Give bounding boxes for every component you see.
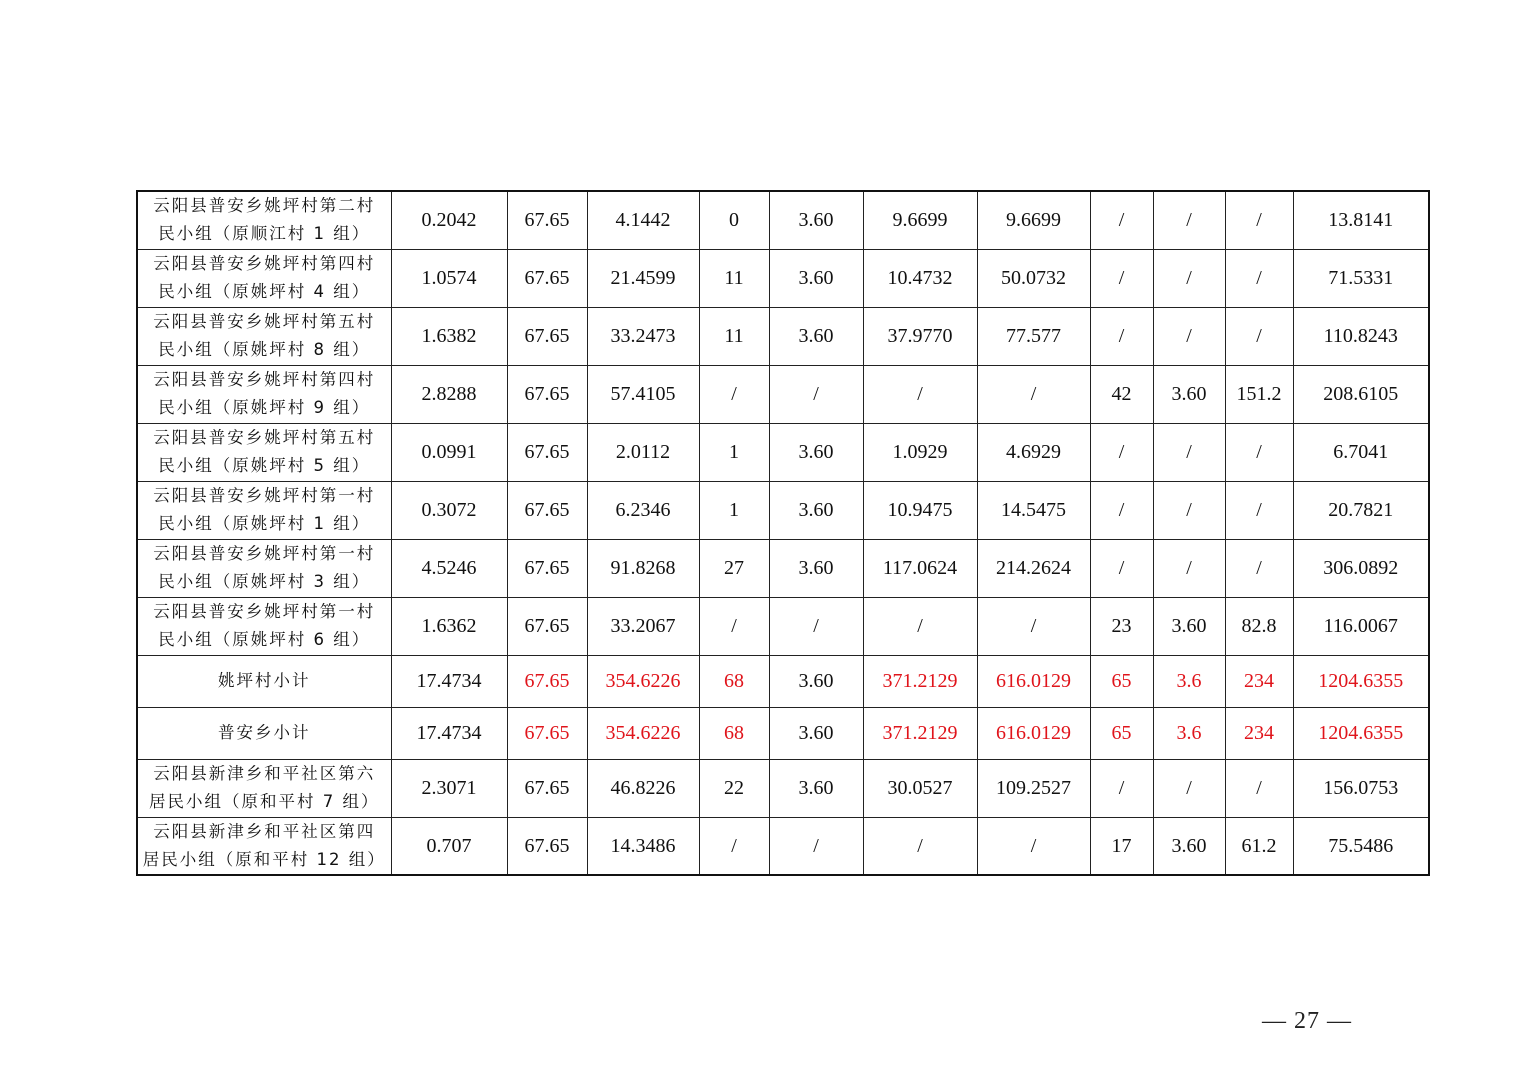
table-cell: 22 [699, 759, 769, 817]
table-body [137, 191, 1429, 875]
location-name-line: 云阳县普安乡姚坪村第一村 [153, 544, 376, 563]
table-cell: 67.65 [507, 191, 587, 249]
table-cell: 50.0732 [977, 249, 1090, 307]
table-cell: / [1090, 759, 1153, 817]
table-cell: / [1090, 249, 1153, 307]
table-cell: 14.5475 [977, 481, 1090, 539]
location-name-line: 普安乡小计 [218, 723, 311, 742]
data-table [136, 190, 1430, 876]
location-name-line: 民小组（原姚坪村 8 组） [158, 340, 371, 359]
table-cell: 4.1442 [587, 191, 699, 249]
location-name-cell [137, 707, 391, 759]
table-cell: 6.2346 [587, 481, 699, 539]
table-cell: 17.4734 [391, 655, 507, 707]
table-cell: 151.2 [1225, 365, 1293, 423]
table-cell: 82.8 [1225, 597, 1293, 655]
table-row [137, 249, 1429, 307]
table-cell: 3.60 [769, 707, 863, 759]
table-cell: 68 [699, 707, 769, 759]
location-name-cell [137, 423, 391, 481]
table-cell: / [1090, 423, 1153, 481]
table-cell: 3.60 [1153, 365, 1225, 423]
table-row [137, 191, 1429, 249]
table-cell: 75.5486 [1293, 817, 1429, 875]
location-name-cell [137, 655, 391, 707]
table-cell: / [863, 817, 977, 875]
location-name-line: 云阳县普安乡姚坪村第一村 [153, 602, 376, 621]
table-cell: / [769, 597, 863, 655]
table-cell: 1 [699, 423, 769, 481]
table-cell: 3.60 [769, 655, 863, 707]
table-cell: 3.6 [1153, 655, 1225, 707]
table-cell: 67.65 [507, 817, 587, 875]
table-cell: 214.2624 [977, 539, 1090, 597]
table-cell: 46.8226 [587, 759, 699, 817]
table-cell: 42 [1090, 365, 1153, 423]
subtotal-row [137, 655, 1429, 707]
table-cell: 9.6699 [977, 191, 1090, 249]
table-cell: 17 [1090, 817, 1153, 875]
table-cell: 3.6 [1153, 707, 1225, 759]
location-name-line: 云阳县普安乡姚坪村第五村 [153, 428, 376, 447]
table-cell: 3.60 [769, 481, 863, 539]
table-cell: 65 [1090, 707, 1153, 759]
table-cell: 10.9475 [863, 481, 977, 539]
table-cell: / [1090, 307, 1153, 365]
location-name-line: 居民小组（原和平村 7 组） [149, 792, 380, 811]
table-cell: 3.60 [769, 423, 863, 481]
table-row [137, 759, 1429, 817]
location-name-line: 云阳县普安乡姚坪村第一村 [153, 486, 376, 505]
table-row [137, 423, 1429, 481]
table-cell: 3.60 [769, 539, 863, 597]
location-name-line: 民小组（原姚坪村 4 组） [158, 282, 371, 301]
table-cell: / [769, 365, 863, 423]
table-cell: 234 [1225, 707, 1293, 759]
table-cell: 3.60 [769, 759, 863, 817]
table-cell: / [1090, 481, 1153, 539]
table-cell: / [1090, 191, 1153, 249]
table-cell: 77.577 [977, 307, 1090, 365]
table-cell: 3.60 [769, 249, 863, 307]
table-cell: / [1225, 191, 1293, 249]
table-row [137, 597, 1429, 655]
table-cell: / [977, 365, 1090, 423]
table-cell: 1204.6355 [1293, 707, 1429, 759]
table-cell: 30.0527 [863, 759, 977, 817]
location-name-line: 居民小组（原和平村 12 组） [142, 849, 386, 869]
table-cell: 37.9770 [863, 307, 977, 365]
table-cell: 33.2473 [587, 307, 699, 365]
location-name-line: 云阳县普安乡姚坪村第四村 [153, 254, 376, 273]
table-cell: 1204.6355 [1293, 655, 1429, 707]
table-row [137, 817, 1429, 875]
table-cell: / [1225, 307, 1293, 365]
table-cell: 61.2 [1225, 817, 1293, 875]
table-cell: 1.0929 [863, 423, 977, 481]
location-name-line: 云阳县新津乡和平社区第四 [153, 821, 376, 841]
table-cell: / [863, 365, 977, 423]
table-cell: / [1153, 249, 1225, 307]
table-cell: / [1225, 539, 1293, 597]
table-cell: 117.0624 [863, 539, 977, 597]
table-cell: / [1153, 759, 1225, 817]
location-name-line: 民小组（原姚坪村 3 组） [158, 572, 371, 591]
location-name-line: 民小组（原姚坪村 9 组） [158, 398, 371, 417]
table-cell: 9.6699 [863, 191, 977, 249]
table-cell: 67.65 [507, 597, 587, 655]
location-name-cell [137, 481, 391, 539]
location-name-line: 民小组（原顺江村 1 组） [158, 224, 371, 244]
table-cell: 67.65 [507, 759, 587, 817]
table-cell: 0.3072 [391, 481, 507, 539]
table-cell: / [1225, 759, 1293, 817]
table-row [137, 365, 1429, 423]
table-cell: 2.3071 [391, 759, 507, 817]
location-name-line: 民小组（原姚坪村 1 组） [158, 514, 371, 533]
table-cell: 67.65 [507, 423, 587, 481]
location-name-line: 云阳县新津乡和平社区第六 [153, 764, 376, 783]
table-cell: 67.65 [507, 307, 587, 365]
table-cell: 1.0574 [391, 249, 507, 307]
table-cell: / [1153, 481, 1225, 539]
table-cell: / [1153, 423, 1225, 481]
table-row [137, 481, 1429, 539]
table-cell: 10.4732 [863, 249, 977, 307]
table-cell: 4.6929 [977, 423, 1090, 481]
table-cell: / [699, 817, 769, 875]
location-name-cell [137, 817, 391, 875]
table-cell: 109.2527 [977, 759, 1090, 817]
table-cell: 306.0892 [1293, 539, 1429, 597]
table-cell: / [769, 817, 863, 875]
table-cell: 68 [699, 655, 769, 707]
table-cell: / [1153, 191, 1225, 249]
table-cell: 0.2042 [391, 191, 507, 249]
table-cell: / [1153, 539, 1225, 597]
table-cell: 616.0129 [977, 707, 1090, 759]
table-cell: 156.0753 [1293, 759, 1429, 817]
table-cell: 2.0112 [587, 423, 699, 481]
table-cell: 67.65 [507, 481, 587, 539]
table-cell: 20.7821 [1293, 481, 1429, 539]
table-cell: 0 [699, 191, 769, 249]
table-cell: 2.8288 [391, 365, 507, 423]
table-cell: 234 [1225, 655, 1293, 707]
table-cell: 23 [1090, 597, 1153, 655]
table-cell: 6.7041 [1293, 423, 1429, 481]
table-cell: / [977, 817, 1090, 875]
location-name-line: 民小组（原姚坪村 6 组） [158, 630, 371, 649]
table-cell: / [1090, 539, 1153, 597]
table-cell: 11 [699, 249, 769, 307]
page-number: — 27 — [1262, 1008, 1352, 1034]
table-cell: 616.0129 [977, 655, 1090, 707]
location-name-line: 云阳县普安乡姚坪村第五村 [153, 312, 376, 331]
table-cell: 65 [1090, 655, 1153, 707]
table-cell: 67.65 [507, 249, 587, 307]
table-cell: / [1225, 481, 1293, 539]
table-row [137, 307, 1429, 365]
table-cell: 371.2129 [863, 655, 977, 707]
table-cell: 67.65 [507, 539, 587, 597]
location-name-cell [137, 249, 391, 307]
table-cell: 0.0991 [391, 423, 507, 481]
table-cell: 116.0067 [1293, 597, 1429, 655]
location-name-line: 云阳县普安乡姚坪村第二村 [153, 196, 376, 216]
table-cell: 57.4105 [587, 365, 699, 423]
table-cell: 27 [699, 539, 769, 597]
table-cell: 3.60 [1153, 817, 1225, 875]
location-name-cell [137, 365, 391, 423]
table-cell: / [1225, 249, 1293, 307]
table-cell: 11 [699, 307, 769, 365]
table-cell: 17.4734 [391, 707, 507, 759]
table-cell: 4.5246 [391, 539, 507, 597]
table-cell: 67.65 [507, 707, 587, 759]
table-cell: 13.8141 [1293, 191, 1429, 249]
table-cell: 3.60 [769, 191, 863, 249]
table-cell: 91.8268 [587, 539, 699, 597]
location-name-line: 云阳县普安乡姚坪村第四村 [153, 370, 376, 389]
table-cell: / [863, 597, 977, 655]
table-cell: 67.65 [507, 365, 587, 423]
table-cell: 354.6226 [587, 655, 699, 707]
table-cell: 21.4599 [587, 249, 699, 307]
table-cell: 14.3486 [587, 817, 699, 875]
table-cell: / [699, 597, 769, 655]
table-cell: 67.65 [507, 655, 587, 707]
subtotal-row [137, 707, 1429, 759]
table-cell: 1.6362 [391, 597, 507, 655]
table-cell: 71.5331 [1293, 249, 1429, 307]
table-cell: 1 [699, 481, 769, 539]
location-name-cell [137, 307, 391, 365]
table-cell: / [1153, 307, 1225, 365]
table-cell: 208.6105 [1293, 365, 1429, 423]
location-name-line: 民小组（原姚坪村 5 组） [158, 456, 371, 475]
table-cell: 3.60 [1153, 597, 1225, 655]
table-cell: 0.707 [391, 817, 507, 875]
table-cell: / [699, 365, 769, 423]
location-name-cell [137, 597, 391, 655]
table-cell: / [1225, 423, 1293, 481]
table-cell: 354.6226 [587, 707, 699, 759]
location-name-line: 姚坪村小计 [218, 671, 311, 690]
table-cell: / [977, 597, 1090, 655]
table-cell: 110.8243 [1293, 307, 1429, 365]
location-name-cell [137, 191, 391, 249]
table-cell: 33.2067 [587, 597, 699, 655]
table-cell: 3.60 [769, 307, 863, 365]
table-row [137, 539, 1429, 597]
table-cell: 371.2129 [863, 707, 977, 759]
table-cell: 1.6382 [391, 307, 507, 365]
location-name-cell [137, 539, 391, 597]
location-name-cell [137, 759, 391, 817]
